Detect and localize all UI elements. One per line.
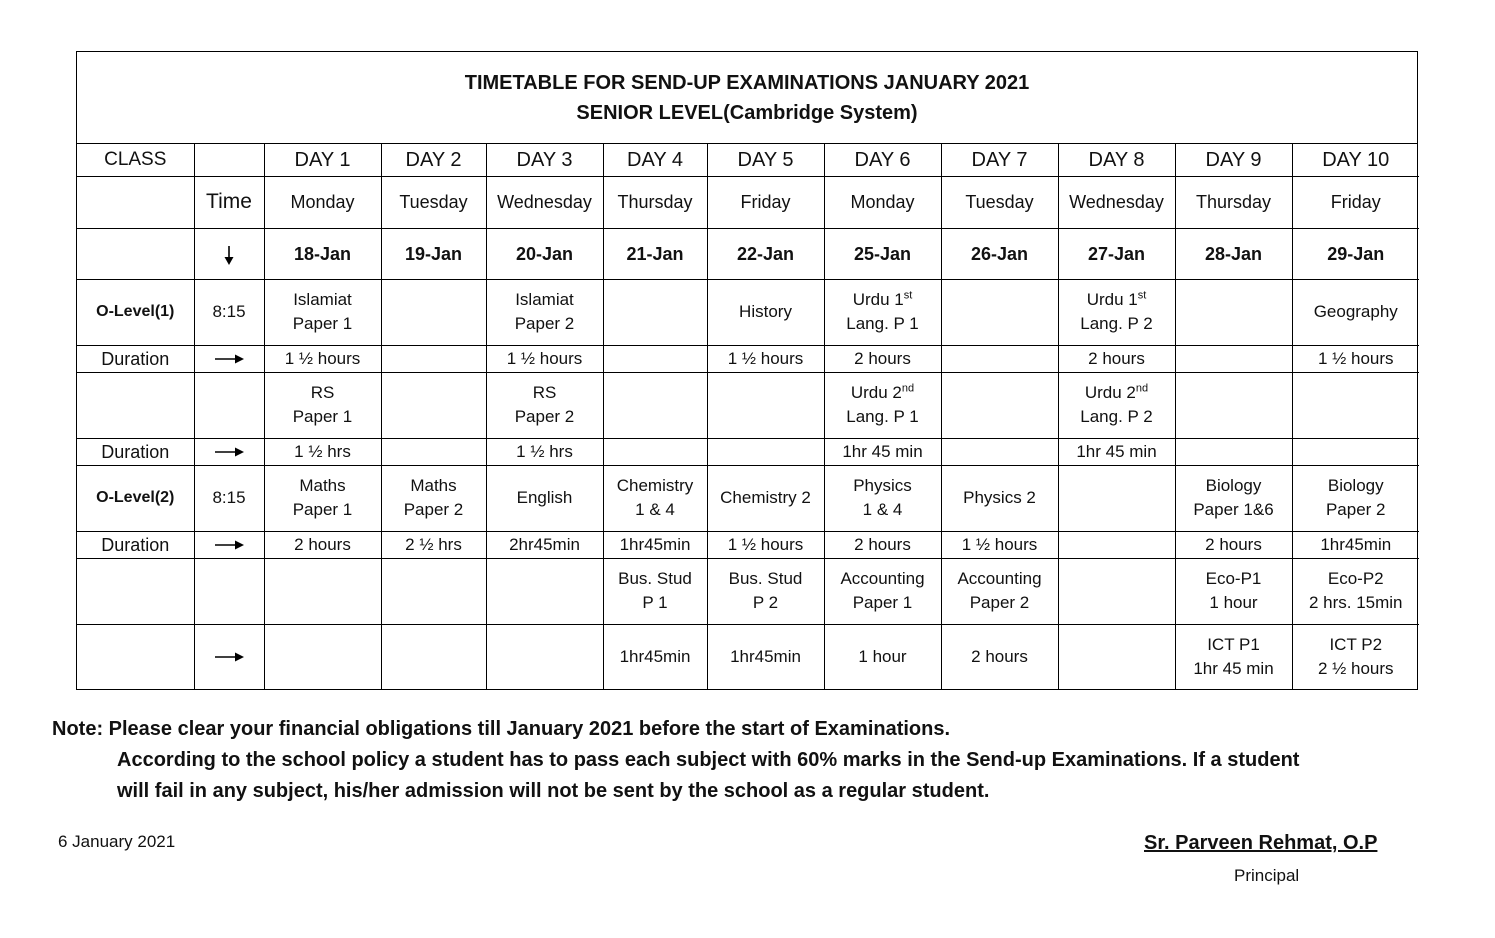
exam-subject: Islamiat: [515, 290, 574, 309]
exam-subject: Urdu 2: [1084, 383, 1136, 402]
exam-cell: [824, 558, 941, 624]
exam-paper: 2 ½ hours: [1317, 658, 1394, 678]
exam-cell: [381, 279, 486, 345]
exam-cell: Chemistry 2: [707, 465, 824, 531]
time-cell: 8:15: [194, 465, 264, 531]
duration-cell: [707, 438, 824, 465]
duration-cell: 2 hours: [941, 624, 1058, 689]
duration-cell: 1hr45min: [707, 624, 824, 689]
duration-cell: 1 ½ hrs: [486, 438, 603, 465]
exam-cell: [264, 372, 381, 438]
exam-paper: Paper 2: [514, 314, 575, 333]
day-header: DAY 8: [1058, 144, 1175, 176]
exam-paper: Paper 2: [1325, 500, 1386, 519]
weekday-cell: Wednesday: [1058, 176, 1175, 228]
exam-cell: [707, 372, 824, 438]
exam-subject: ICT P2: [1329, 634, 1383, 654]
exam-paper: Paper 2: [969, 593, 1030, 612]
exam-subject: Biology: [1327, 476, 1384, 495]
duration-cell: 2 hours: [824, 345, 941, 372]
exam-cell: [264, 558, 381, 624]
exam-cell: [1175, 465, 1292, 531]
exam-subject: RS: [532, 383, 557, 402]
blank-cell: [194, 144, 264, 176]
arrow-cell: [194, 345, 264, 372]
day-header: DAY 1: [264, 144, 381, 176]
duration-cell: 1 ½ hours: [707, 345, 824, 372]
duration-cell: 1 ½ hours: [486, 345, 603, 372]
day-header: DAY 6: [824, 144, 941, 176]
exam-cell: [603, 465, 707, 531]
blank-cell: [77, 558, 194, 624]
issue-date: 6 January 2021: [58, 832, 176, 851]
class-label-olevel1: O-Level(1): [77, 279, 194, 345]
ordinal-suffix: nd: [1135, 382, 1149, 395]
weekday-cell: Wednesday: [486, 176, 603, 228]
duration-cell: [1175, 438, 1292, 465]
duration-cell: [381, 438, 486, 465]
exam-paper: 1 & 4: [862, 500, 903, 519]
blank-cell: [77, 624, 194, 689]
olevel2-duration-row-1: [77, 531, 1419, 558]
duration-cell: 1hr45min: [603, 531, 707, 558]
exam-cell: [1292, 372, 1419, 438]
exam-cell: [486, 624, 603, 689]
date-cell: 21-Jan: [603, 228, 707, 279]
arrow-down-icon: [223, 244, 235, 266]
exam-paper: P 1: [642, 593, 668, 612]
exam-cell: [486, 279, 603, 345]
exam-cell: [707, 558, 824, 624]
exam-paper: Paper 1&6: [1193, 500, 1274, 519]
olevel1-duration-row-2: [77, 438, 1419, 465]
olevel2-exam-row-3: [77, 624, 1419, 689]
weekday-cell: Friday: [1292, 176, 1419, 228]
exam-cell: [1175, 279, 1292, 345]
page-title: TIMETABLE FOR SEND-UP EXAMINATIONS JANUARY 2021: [464, 71, 1030, 94]
day-header-row: [77, 144, 1419, 176]
exam-cell: [941, 372, 1058, 438]
duration-cell: 1hr45min: [603, 624, 707, 689]
exam-paper: Lang. P 2: [1080, 314, 1153, 333]
class-label-olevel2: O-Level(2): [77, 465, 194, 531]
date-row: [77, 228, 1419, 279]
exam-cell: [824, 279, 941, 345]
exam-cell: [941, 558, 1058, 624]
exam-paper: Lang. P 1: [846, 314, 919, 333]
day-header: DAY 5: [707, 144, 824, 176]
arrow-right-icon: [213, 353, 245, 365]
timetable-frame: [76, 51, 1418, 690]
date-cell: 22-Jan: [707, 228, 824, 279]
exam-cell: [486, 372, 603, 438]
exam-subject: Maths: [299, 476, 346, 495]
exam-cell: [264, 279, 381, 345]
exam-cell: [824, 465, 941, 531]
duration-cell: 2 hours: [1058, 345, 1175, 372]
exam-cell: [1175, 372, 1292, 438]
exam-cell: [1058, 372, 1175, 438]
exam-cell: [603, 372, 707, 438]
note-line-3: will fail in any subject, his/her admission will not be sent by the school as a regular student.: [117, 780, 990, 802]
exam-cell: [381, 465, 486, 531]
exam-paper: Paper 1: [292, 407, 353, 426]
duration-cell: 2 hours: [824, 531, 941, 558]
exam-cell: [603, 558, 707, 624]
duration-label: Duration: [77, 531, 194, 558]
duration-cell: [603, 438, 707, 465]
date-cell: 29-Jan: [1292, 228, 1419, 279]
exam-cell: [381, 372, 486, 438]
exam-paper: Paper 1: [852, 593, 913, 612]
exam-cell: [1292, 558, 1419, 624]
time-cell: 8:15: [194, 279, 264, 345]
exam-cell: [381, 558, 486, 624]
ordinal-suffix: nd: [901, 382, 915, 395]
day-header: DAY 10: [1292, 144, 1419, 176]
duration-cell: 1hr 45 min: [1058, 438, 1175, 465]
exam-paper: Paper 2: [514, 407, 575, 426]
arrow-right-icon: [213, 539, 245, 551]
weekday-cell: Friday: [707, 176, 824, 228]
exam-subject: ICT P1: [1207, 634, 1260, 654]
olevel1-exam-row-1: [77, 279, 1419, 345]
duration-cell: [1058, 531, 1175, 558]
day-header: DAY 3: [486, 144, 603, 176]
exam-cell: [1292, 465, 1419, 531]
exam-paper: Paper 1: [292, 500, 353, 519]
exam-paper: 1 hour: [1209, 593, 1258, 612]
exam-cell: [824, 372, 941, 438]
date-cell: 25-Jan: [824, 228, 941, 279]
note-block: [52, 714, 1472, 807]
exam-paper: Lang. P 2: [1080, 407, 1153, 426]
exam-subject: Accounting: [840, 569, 925, 588]
exam-subject: Urdu 1: [852, 290, 904, 309]
exam-cell: [264, 624, 381, 689]
exam-cell: [1058, 624, 1175, 689]
exam-cell: [1292, 624, 1419, 689]
date-cell: 18-Jan: [264, 228, 381, 279]
date-cell: 28-Jan: [1175, 228, 1292, 279]
date-cell: 26-Jan: [941, 228, 1058, 279]
exam-cell: [1058, 279, 1175, 345]
weekday-cell: Monday: [824, 176, 941, 228]
exam-cell: [603, 279, 707, 345]
exam-subject: Physics: [853, 476, 912, 495]
arrow-cell: [194, 438, 264, 465]
class-header: CLASS: [77, 144, 194, 176]
duration-label: Duration: [77, 438, 194, 465]
duration-cell: 2 hours: [264, 531, 381, 558]
exam-subject: Biology: [1205, 476, 1262, 495]
exam-subject: Chemistry: [616, 476, 694, 495]
exam-paper: Paper 2: [403, 500, 464, 519]
weekday-cell: Thursday: [1175, 176, 1292, 228]
duration-cell: 2hr45min: [486, 531, 603, 558]
duration-cell: 1 ½ hours: [941, 531, 1058, 558]
exam-subject: Eco-P2: [1327, 569, 1384, 588]
olevel1-duration-row-1: [77, 345, 1419, 372]
down-arrow-cell: [194, 228, 264, 279]
note-line-1: Note: Please clear your financial obligations till January 2021 before the start of Examinations.: [52, 718, 951, 740]
exam-subject: Accounting: [957, 569, 1042, 588]
date-cell: 19-Jan: [381, 228, 486, 279]
arrow-right-icon: [213, 446, 245, 458]
duration-cell: [1175, 345, 1292, 372]
ordinal-suffix: st: [1137, 289, 1147, 302]
exam-subject: Urdu 1: [1086, 290, 1138, 309]
exam-cell: English: [486, 465, 603, 531]
blank-cell: [77, 372, 194, 438]
arrow-right-icon: [213, 651, 245, 663]
duration-cell: 1 ½ hours: [1292, 345, 1419, 372]
timetable: [77, 144, 1419, 689]
duration-cell: 1 ½ hours: [707, 531, 824, 558]
exam-subject: RS: [310, 383, 335, 402]
title-block: [77, 52, 1417, 144]
exam-subject: Bus. Stud: [728, 569, 803, 588]
day-header: DAY 7: [941, 144, 1058, 176]
duration-cell: [603, 345, 707, 372]
exam-cell: [1175, 558, 1292, 624]
duration-cell: [381, 345, 486, 372]
duration-cell: 2 hours: [1175, 531, 1292, 558]
time-header: Time: [194, 176, 264, 228]
weekday-cell: Tuesday: [941, 176, 1058, 228]
exam-cell: History: [707, 279, 824, 345]
arrow-cell: [194, 531, 264, 558]
exam-cell: [1175, 624, 1292, 689]
duration-cell: 2 ½ hrs: [381, 531, 486, 558]
signatory-name: Sr. Parveen Rehmat, O.P: [1144, 832, 1378, 854]
exam-subject: Islamiat: [293, 290, 352, 309]
exam-subject: Urdu 2: [850, 383, 902, 402]
duration-cell: [941, 438, 1058, 465]
blank-cell: [194, 372, 264, 438]
page-subtitle: SENIOR LEVEL(Cambridge System): [576, 101, 918, 124]
exam-subject: Eco-P1: [1205, 569, 1262, 588]
olevel2-exam-row-1: [77, 465, 1419, 531]
exam-cell: Physics 2: [941, 465, 1058, 531]
exam-cell: [381, 624, 486, 689]
duration-cell: 1hr45min: [1292, 531, 1419, 558]
duration-cell: 1hr 45 min: [824, 438, 941, 465]
weekday-row: [77, 176, 1419, 228]
signatory-role: Principal: [1234, 866, 1300, 885]
weekday-cell: Tuesday: [381, 176, 486, 228]
exam-paper: Lang. P 1: [846, 407, 919, 426]
blank-cell: [77, 228, 194, 279]
exam-cell: [1058, 465, 1175, 531]
blank-cell: [77, 176, 194, 228]
day-header: DAY 9: [1175, 144, 1292, 176]
exam-paper: Paper 1: [292, 314, 353, 333]
date-cell: 20-Jan: [486, 228, 603, 279]
exam-paper: 2 hrs. 15min: [1308, 593, 1403, 612]
exam-subject: Maths: [410, 476, 457, 495]
exam-paper: P 2: [752, 593, 779, 612]
duration-cell: 1 ½ hours: [264, 345, 381, 372]
arrow-cell: [194, 624, 264, 689]
olevel1-exam-row-2: [77, 372, 1419, 438]
duration-cell: [941, 345, 1058, 372]
weekday-cell: Thursday: [603, 176, 707, 228]
duration-cell: 1 ½ hrs: [264, 438, 381, 465]
olevel2-exam-row-2: [77, 558, 1419, 624]
day-header: DAY 2: [381, 144, 486, 176]
duration-cell: 1 hour: [824, 624, 941, 689]
duration-cell: [1292, 438, 1419, 465]
exam-paper: 1hr 45 min: [1193, 658, 1274, 678]
duration-label: Duration: [77, 345, 194, 372]
day-header: DAY 4: [603, 144, 707, 176]
weekday-cell: Monday: [264, 176, 381, 228]
blank-cell: [194, 558, 264, 624]
exam-cell: [941, 279, 1058, 345]
exam-cell: Geography: [1292, 279, 1419, 345]
exam-cell: [264, 465, 381, 531]
exam-cell: [1058, 558, 1175, 624]
date-cell: 27-Jan: [1058, 228, 1175, 279]
exam-subject: Bus. Stud: [618, 569, 692, 588]
ordinal-suffix: st: [903, 289, 913, 302]
exam-paper: 1 & 4: [635, 500, 675, 519]
exam-cell: [486, 558, 603, 624]
note-line-2: According to the school policy a student has to pass each subject with 60% marks in the Send-up Examinations. If a student: [117, 749, 1300, 771]
